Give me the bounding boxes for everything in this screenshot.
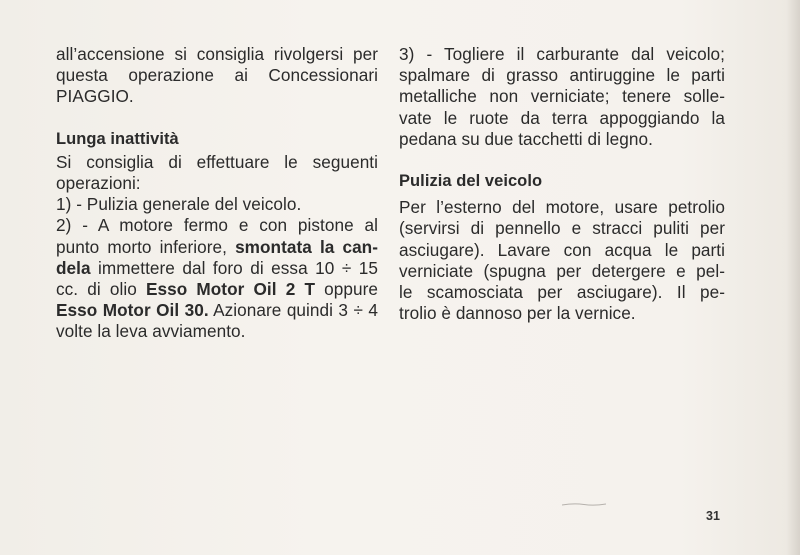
item2-line-5-bold: Esso Motor Oil 30.	[56, 300, 209, 321]
item2-line-1: 2) - A motore fermo e con pistone al	[56, 215, 378, 236]
body-line-2: (servirsi di pennello e stracci puliti per	[399, 218, 725, 239]
item3-line-3: metalliche non verniciate; tenere solle-	[399, 86, 725, 107]
section-title-lunga-inattivita: Lunga inattività	[56, 129, 179, 148]
item2-line-3	[56, 258, 378, 279]
intro-line-2: questa operazione ai Concessionari	[56, 65, 378, 86]
item2-line-6: volte la leva avviamento.	[56, 321, 246, 342]
item2-line-3-bold: dela	[56, 257, 91, 278]
item2-line-4-text: cc. di olio	[56, 279, 146, 300]
body-line-3: asciugare). Lavare con acqua le parti	[399, 239, 725, 260]
body-line-1: Per l’esterno del motore, usare petrolio	[399, 197, 725, 218]
item2-line-4-text-end: oppure	[315, 279, 378, 300]
section-title-pulizia-del-veicolo: Pulizia del veicolo	[399, 172, 543, 191]
body-line-6: trolio è dannoso per la vernice.	[399, 303, 636, 324]
item2-line-2-bold: smontata la can-	[235, 236, 378, 257]
item2-line-4	[56, 279, 378, 300]
intro-line-1: all’accensione si consiglia rivolgersi per	[56, 44, 378, 64]
lead-line-1: Si consiglia di effettuare le seguenti	[56, 151, 378, 172]
page-edge-shadow	[786, 0, 800, 555]
item2-line-3-text: immettere dal foro di essa 10 ÷ 15	[90, 257, 378, 278]
item3-line-2: spalmare di grasso antiruggine le parti	[399, 65, 725, 86]
item3-line-5: pedana su due tacchetti di legno.	[399, 128, 653, 149]
right-column	[399, 44, 725, 324]
page-number: 31	[706, 509, 720, 523]
item3-line-1: 3) - Togliere il carburante dal veicolo;	[399, 44, 725, 64]
left-column	[56, 44, 378, 343]
item3-line-4: vate le ruote da terra appoggiando la	[399, 107, 725, 128]
body-line-4: verniciate (spugna per detergere e pel-	[399, 260, 725, 281]
item2-line-4-bold: Esso Motor Oil 2 T	[145, 279, 316, 300]
item2-line-5	[56, 300, 378, 321]
item2-line-2	[56, 237, 378, 258]
item2-line-5-text: Azionare quindi 3 ÷ 4	[208, 300, 378, 321]
list-item-1: 1) - Pulizia generale del veicolo.	[56, 194, 302, 215]
item2-line-2-text: punto morto inferiore,	[56, 236, 236, 257]
body-line-5: le scamosciata per asciugare). Il pe-	[399, 282, 725, 303]
ink-smudge	[562, 503, 606, 506]
intro-line-3: PIAGGIO.	[56, 86, 134, 107]
lead-line-2: operazioni:	[56, 173, 141, 194]
